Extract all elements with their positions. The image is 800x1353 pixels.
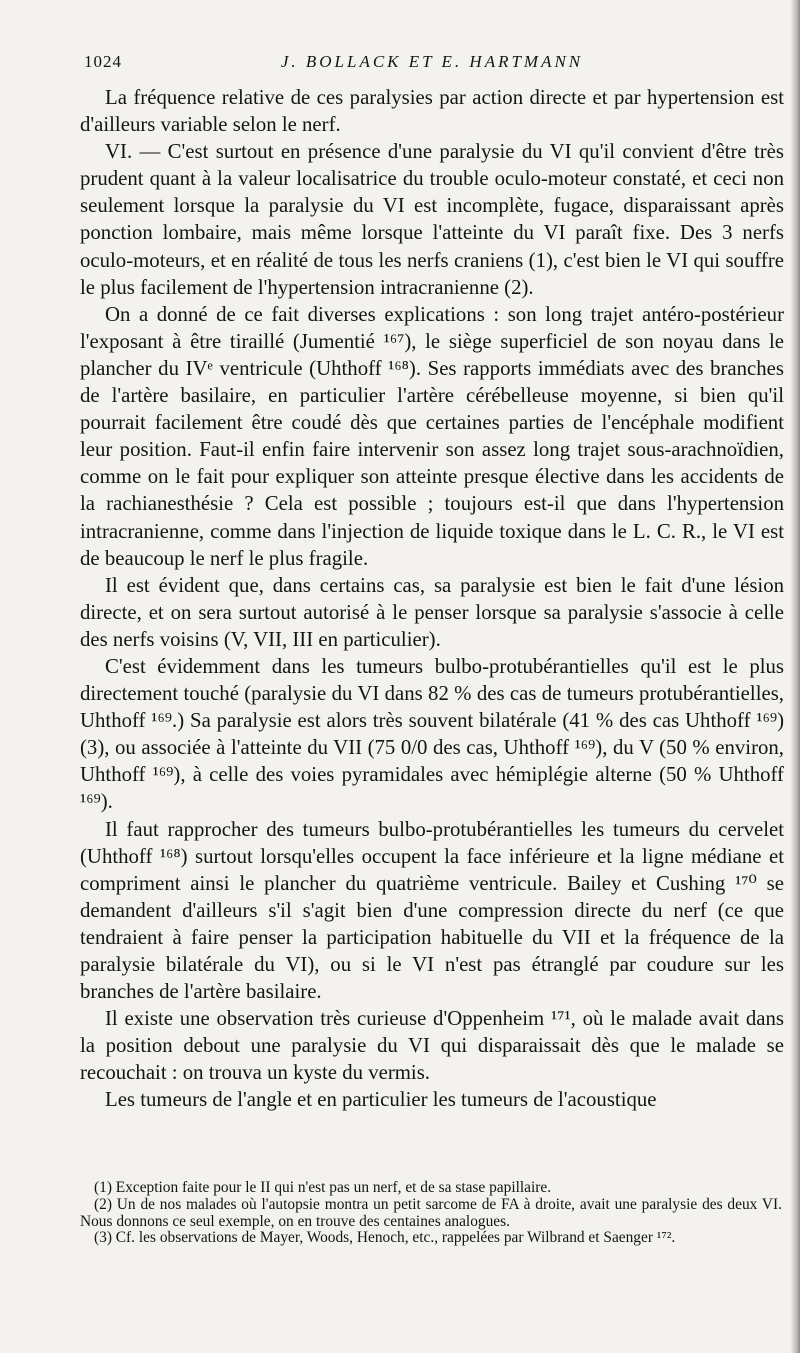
footnote: (2) Un de nos malades où l'autopsie montra un petit sarcome de FA à droite, avait une paralysie des deux VI. Nous donnons ce seul exemple, on en trouve des centaines analogues.: [80, 1195, 782, 1230]
paragraph: C'est évidemment dans les tumeurs bulbo-protubérantielles qu'il est le plus directement touché (paralysie du VI dans 82 % des cas de tumeurs protubérantielles, Uhthoff ¹⁶⁹.) Sa paralysie est alors très souvent bilatérale (41 % des cas Uhthoff ¹⁶⁹) (3), ou associée à l'atteinte du VII (75 0/0 des cas, Uhthoff ¹⁶⁹), du V (50 % environ, Uhthoff ¹⁶⁹), à celle des voies pyramidales avec hémiplégie alterne (50 % Uhthoff ¹⁶⁹).: [80, 654, 784, 814]
paragraph: VI. — C'est surtout en présence d'une paralysie du VI qu'il convient d'être très prudent quant à la valeur localisatrice du trouble oculo-moteur constaté, et ceci non seulement lorsque la paralysie du VI est incomplète, fugace, disparaissant après ponction lombaire, mais même lorsque l'atteinte du VI paraît fixe. Des 3 nerfs oculo-moteurs, et en réalité de tous les nerfs craniens (1), c'est bien le VI qui souffre le plus facilement de l'hypertension intracranienne (2).: [80, 140, 784, 299]
paragraph: Il est évident que, dans certains cas, sa paralysie est bien le fait d'une lésion directe, et on sera surtout autorisé à le penser lorsque sa paralysie s'associe à celle des nerfs voisins (V, VII, III en particulier).: [80, 573, 784, 651]
paragraph: Les tumeurs de l'angle et en particulier les tumeurs de l'acoustique: [105, 1088, 657, 1112]
page-edge-shadow: [790, 0, 800, 1353]
page-header: [84, 52, 780, 78]
page-number: 1024: [84, 52, 122, 71]
paragraph: On a donné de ce fait diverses explications : son long trajet antéro-postérieur l'exposant à être tiraillé (Jumentié ¹⁶⁷), le siège superficiel de son noyau dans le plancher du IVᵉ ventricule (Uhthoff ¹⁶⁸). Ses rapports immédiats avec des branches de l'artère basilaire, en particulier l'artère cérébelleuse moyenne, si bien qu'il pourrait facilement être coudé dès que certaines parties de l'encéphale modifient leur position. Faut-il enfin faire intervenir son assez long trajet sous-arachnoïdien, comme on le fait pour expliquer son atteinte presque élective dans les accidents de la rachianesthésie ? Cela est possible ; toujours est-il que dans l'hypertension intracranienne, comme dans l'injection de liquide toxique dans le L. C. R., le VI est de beaucoup le nerf le plus fragile.: [80, 302, 784, 570]
paragraph: Il existe une observation très curieuse d'Oppenheim ¹⁷¹, où le malade avait dans la position debout une paralysie du VI qui disparaissait dès que le malade se recouchait : on trouva un kyste du vermis.: [80, 1007, 784, 1085]
paragraph: La fréquence relative de ces paralysies par action directe et par hypertension est d'ailleurs variable selon le nerf.: [80, 86, 784, 137]
running-head: J. BOLLACK ET E. HARTMANN: [280, 52, 584, 71]
body-text: [80, 84, 784, 1114]
footnote: (1) Exception faite pour le II qui n'est pas un nerf, et de sa stase papillaire.: [94, 1179, 552, 1196]
footnote: (3) Cf. les observations de Mayer, Woods, Henoch, etc., rappelées par Wilbrand et Saenger ¹⁷².: [94, 1229, 676, 1247]
paragraph: Il faut rapprocher des tumeurs bulbo-protubérantielles les tumeurs du cervelet (Uhthoff ¹⁶⁸) surtout lorsqu'elles occupent la face inférieure et la ligne médiane et compriment ainsi le plancher du quatrième ventricule. Bailey et Cushing ¹⁷⁰ se demandent d'ailleurs s'il s'agit bien d'une compression directe du nerf (ce que tendraient à faire penser la participation habituelle du VII et la fréquence de la paralysie bilatérale du VI), ou si le VI n'est pas étranglé par coudure sur les branches de l'artère basilaire.: [80, 817, 784, 1004]
footnotes: [80, 1180, 782, 1247]
